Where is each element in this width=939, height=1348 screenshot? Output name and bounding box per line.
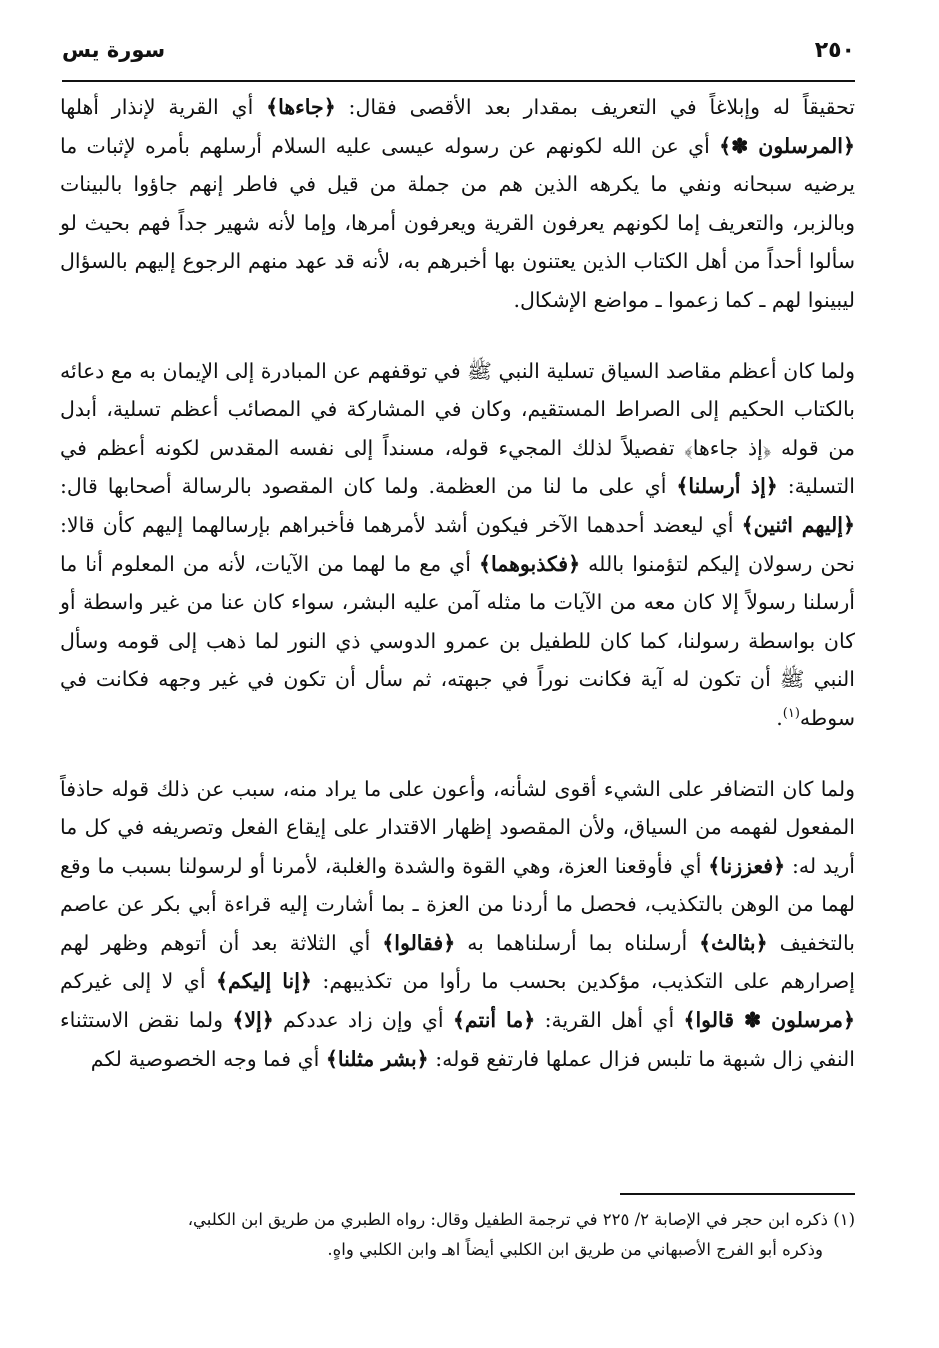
quran-verse: ﴿فعززنا﴾ xyxy=(708,853,786,878)
footnote-line-2: وذكره أبو الفرج الأصبهاني من طريق ابن الكلبي أيضاً اهـ وابن الكلبي واهٍ. xyxy=(327,1240,823,1259)
quran-verse: ﴿بشر مثلنا﴾ xyxy=(325,1046,429,1071)
text-run: أرسلناه بما أرسلناهما به xyxy=(455,930,700,955)
text-run: أي على ما لنا من العظمة. ولما كان المقصود بالرسالة أصحابها قال: xyxy=(60,474,677,499)
text-run: أي فأوقعنا العزة، وهي القوة والشدة والغلبة، لأمرنا أو لرسولنا بسبب ما وقع لهما من الوهن بالتكذيب، فحصل ما أردنا من العزة ـ بما أشارت إليه قراءة أبي بكر عن عاصم بالتخفيف xyxy=(60,853,855,955)
surah-title: سورة يس xyxy=(62,38,166,62)
text-run: أي القرية لإنذار أهلها xyxy=(60,95,267,119)
text-run: أي ليعضد أحدهما الآخر فيكون أشد لأمرهما فأخبراهم بإرسالهما إليهم كأن قالا: نحن رسولان إليكم لتؤمنوا بالله xyxy=(60,512,855,576)
quran-verse: ﴿المرسلون ✽﴾ xyxy=(719,133,855,158)
page-body xyxy=(60,88,855,1078)
quran-verse: ﴿فكذبوهما﴾ xyxy=(478,551,581,576)
footnote xyxy=(60,1205,855,1265)
footnote-divider xyxy=(620,1193,855,1195)
text-run: أي لا إلى غيركم xyxy=(60,969,217,994)
footnote-ref: (١) xyxy=(782,706,800,722)
text-run: أي فما وجه الخصوصية لكم xyxy=(90,1046,326,1071)
paragraph-2 xyxy=(60,352,855,738)
paragraph-1 xyxy=(60,88,855,320)
text-run: أي عن الله لكونهم عن رسوله عيسى عليه السلام أرسلهم بأمره لإثبات ما يرضيه سبحانه ونفي ما يكرهه الذين هم من جملة من قيل في فاطر إنهم جاؤوا بالبينات وبالزبر، والتعريف إما لكونهم يعرفون القرية ويعرفون أمرها، وإما لأنه شهير جداً فهم بحيث لو سألوا أحداً من أهل الكتاب الذين يعتنون بها أخبرهم به، لأنه قد عهد منهم الرجوع إليهم بالسؤال ليبينوا لهم ـ كما زعموا ـ مواضع الإشكال. xyxy=(60,133,855,312)
text-run: ولما نقض الاستثناء النفي زال شبهة ما تلبس فزال عملها فارتفع قوله: xyxy=(60,1008,855,1071)
quran-verse: ﴿جاءها﴾ xyxy=(266,95,336,119)
quran-verse: ﴿ما أنتم﴾ xyxy=(452,1008,536,1033)
quran-verse: ﴿إلا﴾ xyxy=(232,1008,274,1033)
text-run: تحقيقاً له وإبلاغاً في التعريف بمقدار بعد الأقصى فقال: xyxy=(335,95,855,119)
text-run: ﴿إذ جاءها﴾ xyxy=(684,435,772,460)
text-run: . xyxy=(776,705,783,730)
text-run: ولما كان التضافر على الشيء أقوى لشأنه، وأعون على ما يراد منه، سبب عن ذلك قوله حاذفاً المفعول لفهمه من السياق، ولأن المقصود إظهار الاقتدار على إيقاع الفعل وتصريفه في كل ما أريد له: xyxy=(60,776,855,878)
quran-verse: ﴿إنا إليكم﴾ xyxy=(216,969,312,994)
page-header xyxy=(62,30,855,82)
page-number: ٢٥٠ xyxy=(814,38,855,63)
text-run: أي وإن زاد عددكم xyxy=(273,1008,453,1033)
text-run: تفصيلاً لذلك المجيء قوله، مسنداً إلى نفسه المقدس لكونه أعظم في التسلية: xyxy=(60,435,855,499)
quran-verse: ﴿إليهم اثنين﴾ xyxy=(741,512,855,537)
text-run: أي أهل القرية: xyxy=(535,1008,684,1033)
text-run: أي مع ما لهما من الآيات، لأنه من المعلوم أنا ما أرسلنا رسولاً إلا كان معه من الآيات ما مثله آمن عليه البشر، سواء كان عنا من غير واسطة أو كان بواسطة رسولنا، كما كان للطفيل بن عمرو الدوسي ذي النور لما ذهب إلى قومه وسأل النبي ﷺ أن تكون له آية فكانت نوراً في جبهته، ثم سأل أن تكون في غير وجهه فكانت في سوطه xyxy=(60,551,855,730)
quran-verse: ﴿فقالوا﴾ xyxy=(382,930,456,955)
paragraph-3 xyxy=(60,770,855,1079)
footnote-line-1: (١) ذكره ابن حجر في الإصابة ٢/ ٢٢٥ في ترجمة الطفيل وقال: رواه الطبري من طريق ابن الكلبي، xyxy=(187,1210,855,1229)
text-run: أي الثلاثة بعد أن أتوهم وظهر لهم إصرارهم على التكذيب، مؤكدين بحسب ما رأوا من تكذيبهم: xyxy=(60,930,855,994)
quran-verse: ﴿مرسلون ✽ قالوا﴾ xyxy=(683,1008,855,1033)
text-run: ولما كان أعظم مقاصد السياق تسلية النبي ﷺ في توقفهم عن المبادرة إلى الإيمان به مع دعائه بالكتاب الحكيم إلى الصراط المستقيم، وكان في المشاركة في المصائب أعظم تسلية، أبدل من قوله xyxy=(60,358,855,460)
quran-verse: ﴿إذ أرسلنا﴾ xyxy=(676,474,778,499)
quran-verse: ﴿بثالث﴾ xyxy=(699,930,768,955)
